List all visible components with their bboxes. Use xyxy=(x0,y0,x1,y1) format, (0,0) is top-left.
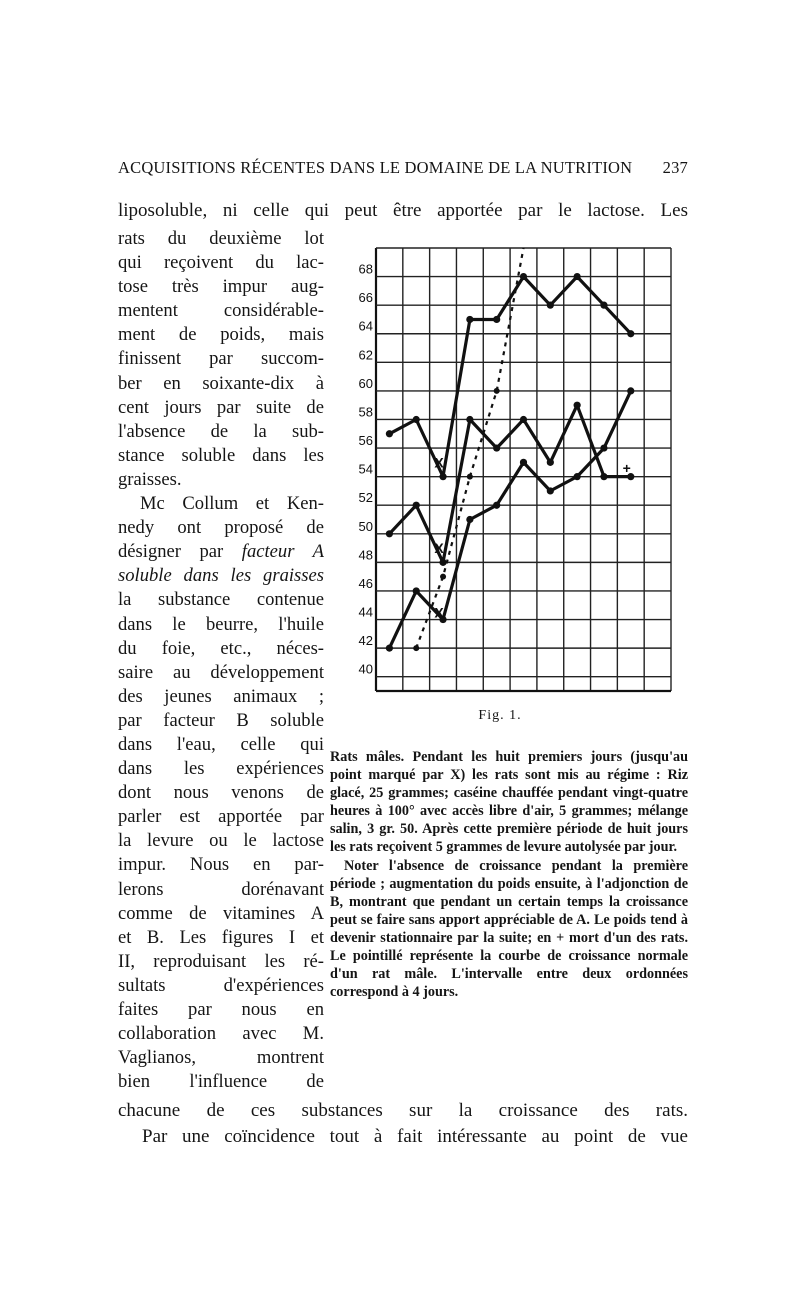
text-line: nedy ont proposé de xyxy=(118,517,324,539)
y-tick-label: 56 xyxy=(358,433,373,449)
caption-paragraph-1: Rats mâles. Pendant les huit premiers jours (jusqu'au point marqué par X) les rats sont mis au régime : Riz glacé, 25 grammes; caséine chauffée pendant vingt-quatre heures à 100° avec accès libre d'air, 5 grammes; mélange salin, 3 gr. 50. Après cette première période de huit jours les rats reçoivent 5 grammes de levure autolysée par jour. xyxy=(330,749,688,856)
text-line: parler est apportée par xyxy=(118,806,324,828)
y-tick-label: 42 xyxy=(358,633,373,649)
data-point xyxy=(466,516,473,523)
text-line: la substance contenue xyxy=(118,589,324,611)
text-line: tose très impur aug- xyxy=(118,276,324,298)
data-point xyxy=(574,273,581,280)
y-tick-label: 40 xyxy=(358,661,373,677)
data-point xyxy=(413,502,420,509)
first-line: liposoluble, ni celle qui peut être apportée par le lactose. Les xyxy=(118,200,688,221)
data-point xyxy=(493,316,500,323)
data-point xyxy=(413,645,419,651)
text-line: par facteur B soluble xyxy=(118,709,324,731)
data-point xyxy=(600,302,607,309)
death-marker: + xyxy=(622,460,631,477)
y-tick-label: 68 xyxy=(358,261,373,277)
y-tick-label: 64 xyxy=(358,318,373,334)
y-tick-label: 50 xyxy=(358,518,373,534)
y-tick-label: 52 xyxy=(358,490,373,506)
text-line-mixed xyxy=(118,540,324,564)
growth-chart-svg xyxy=(348,244,678,694)
data-point xyxy=(547,487,554,494)
period-end-marker: X xyxy=(434,604,444,621)
data-point xyxy=(520,459,527,466)
text-line: saire au développement xyxy=(118,661,324,683)
text-fragment: désigner par xyxy=(118,541,224,563)
text-line: la levure ou le lactose xyxy=(118,830,324,852)
data-point xyxy=(466,416,473,423)
data-point xyxy=(413,416,420,423)
left-column-text xyxy=(118,227,324,1094)
text-line: collaboration avec M. xyxy=(118,1023,324,1045)
text-line: qui reçoivent du lac- xyxy=(118,252,324,274)
text-line: dans le beurre, l'huile xyxy=(118,613,324,635)
growth-chart xyxy=(348,244,678,694)
period-end-marker: X xyxy=(434,454,444,471)
y-tick-label: 44 xyxy=(358,604,373,620)
data-point xyxy=(494,388,500,394)
y-tick-label: 62 xyxy=(358,347,373,363)
data-point xyxy=(466,316,473,323)
text-line: cent jours par suite de xyxy=(118,396,324,418)
italic-term: soluble dans les graisses xyxy=(118,565,324,587)
data-point xyxy=(627,330,634,337)
running-title: ACQUISITIONS RÉCENTES DANS LE DOMAINE DE LA NUTRITION xyxy=(118,158,633,177)
data-point xyxy=(600,473,607,480)
data-point xyxy=(413,587,420,594)
text-line: mentent considérable- xyxy=(118,300,324,322)
text-line: dans les expériences xyxy=(118,758,324,780)
text-line: faites par nous en xyxy=(118,999,324,1020)
data-point xyxy=(440,574,446,580)
figure-caption xyxy=(330,748,688,1001)
text-line: finissent par succom- xyxy=(118,348,324,370)
text-line: rats du deuxième lot xyxy=(118,228,324,249)
data-point xyxy=(547,302,554,309)
y-tick-label: 54 xyxy=(358,461,373,477)
data-point xyxy=(574,473,581,480)
text-line: II, reproduisant les ré- xyxy=(118,950,324,972)
period-end-marker: X xyxy=(434,540,444,557)
bottom-line-2: Par une coïncidence tout à fait intéressante au point de vue xyxy=(142,1126,688,1147)
text-line: impur. Nous en par- xyxy=(118,854,324,876)
data-point xyxy=(493,502,500,509)
text-line: graisses. xyxy=(118,468,182,490)
data-point xyxy=(386,430,393,437)
data-point xyxy=(386,645,393,652)
text-line: sultats d'expériences xyxy=(118,974,324,996)
y-tick-label: 46 xyxy=(358,575,373,591)
text-line: Vaglianos, montrent xyxy=(118,1047,324,1069)
text-line: des jeunes animaux ; xyxy=(118,685,324,707)
data-point xyxy=(439,473,446,480)
data-point xyxy=(574,402,581,409)
data-point xyxy=(520,273,527,280)
data-point xyxy=(627,387,634,394)
data-point xyxy=(493,444,500,451)
text-line: du foie, etc., néces- xyxy=(118,637,324,659)
data-point xyxy=(439,559,446,566)
figure-label: Fig. 1. xyxy=(478,708,522,723)
y-tick-label: 58 xyxy=(358,404,373,420)
y-tick-label: 48 xyxy=(358,547,373,563)
page-number: 237 xyxy=(662,158,688,177)
text-line: comme de vitamines A xyxy=(118,902,324,924)
text-line: et B. Les figures I et xyxy=(118,926,324,948)
bottom-line-1: chacune de ces substances sur la croissance des rats. xyxy=(118,1100,688,1121)
y-axis-ticks xyxy=(359,262,373,677)
y-tick-label: 60 xyxy=(358,375,373,391)
data-point xyxy=(386,530,393,537)
text-line: bien l'influence de xyxy=(118,1071,324,1093)
caption-paragraph-2: Noter l'absence de croissance pendant la première période ; augmentation du poids ensuite, à l'adjonction de B, montrant que pendant un certain temps la croissance peut se faire sans apport appréciable de A. Le poids tend à devenir stationnaire par la suite; en + mort d'un des rats. Le pointillé représente la courbe de croissance normale d'un rat mâle. L'intervalle entre deux ordonnées correspond à 4 jours. xyxy=(330,857,688,1001)
data-point xyxy=(600,444,607,451)
text-line: ber en soixante-dix à xyxy=(118,372,324,394)
data-point xyxy=(547,459,554,466)
text-line: stance soluble dans les xyxy=(118,444,324,466)
text-line: ment de poids, mais xyxy=(118,324,324,346)
text-line: dont nous venons de xyxy=(118,782,324,804)
running-header xyxy=(118,158,688,178)
text-line: l'absence de la sub- xyxy=(118,420,324,442)
text-line: lerons dorénavant xyxy=(118,878,324,900)
text-line: dans l'eau, celle qui xyxy=(118,733,324,755)
italic-term: facteur A xyxy=(241,541,324,563)
data-point xyxy=(520,416,527,423)
y-tick-label: 66 xyxy=(358,290,373,306)
data-point xyxy=(467,474,473,480)
text-line: Mc Collum et Ken- xyxy=(140,493,324,515)
